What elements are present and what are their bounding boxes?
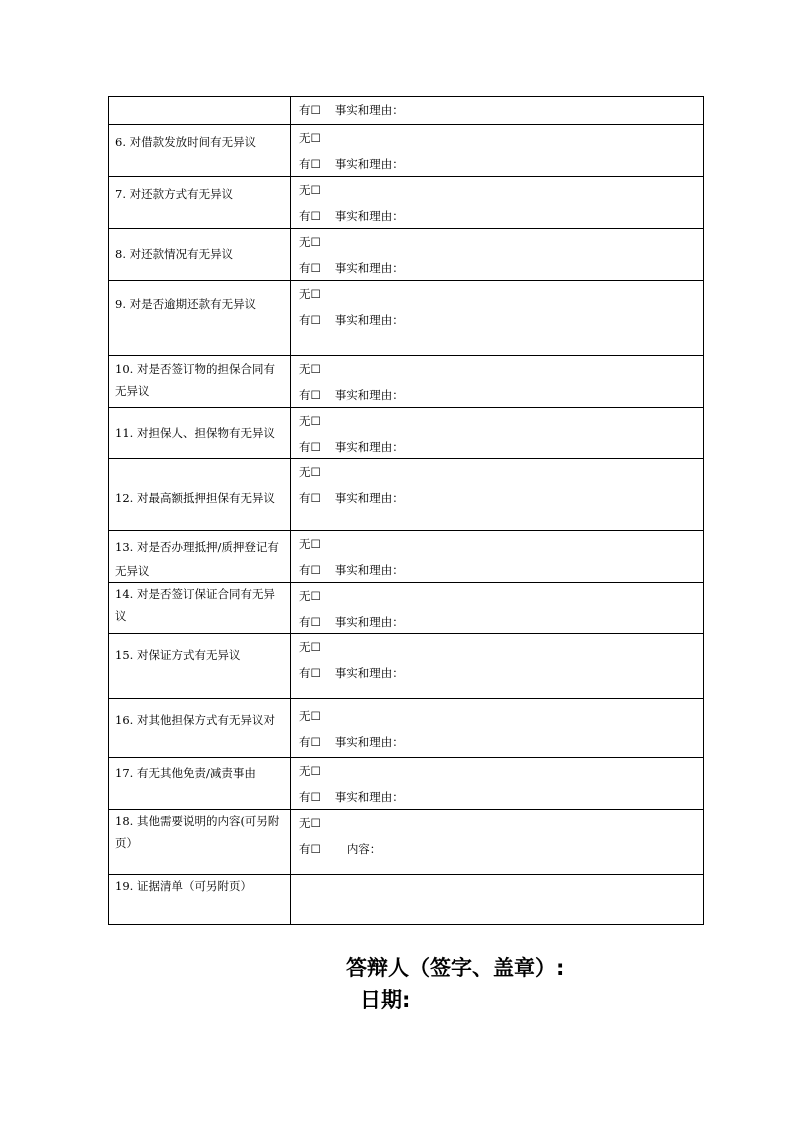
defense-form-table: [108, 96, 704, 925]
answer-has-line: [299, 660, 695, 686]
table-row: [109, 757, 703, 809]
question-cell: 14. 对是否签订保证合同有无异议: [109, 583, 291, 633]
has-checkbox[interactable]: 有☐: [299, 563, 321, 577]
reason-label: 事实和理由：: [334, 790, 404, 804]
table-row: [109, 176, 703, 228]
table-row: [109, 280, 703, 355]
has-checkbox[interactable]: 有☐: [299, 261, 321, 275]
table-row: [109, 228, 703, 280]
answer-cell: [291, 356, 703, 407]
reason-label: 事实和理由：: [334, 313, 404, 327]
has-checkbox[interactable]: 有☐: [299, 666, 321, 680]
question-cell: 16. 对其他担保方式有无异议对: [109, 699, 291, 757]
question-cell: 19. 证据清单（可另附页）: [109, 875, 291, 924]
has-checkbox[interactable]: 有☐: [299, 842, 321, 856]
answer-has-line: [299, 836, 695, 862]
none-checkbox[interactable]: 无☐: [299, 816, 321, 830]
question-cell: 17. 有无其他免责/减责事由: [109, 758, 291, 809]
answer-has-line: [299, 434, 695, 460]
question-cell: 6. 对借款发放时间有无异议: [109, 125, 291, 176]
answer-cell: [291, 97, 703, 124]
answer-cell[interactable]: [291, 875, 703, 924]
none-checkbox[interactable]: 无☐: [299, 465, 321, 479]
answer-cell: [291, 531, 703, 582]
has-checkbox[interactable]: 有☐: [299, 735, 321, 749]
has-checkbox[interactable]: 有☐: [299, 157, 321, 171]
none-checkbox[interactable]: 无☐: [299, 131, 321, 145]
has-checkbox[interactable]: 有☐: [299, 103, 321, 117]
reason-label: 事实和理由：: [334, 491, 404, 505]
answer-has-line: [299, 382, 695, 408]
none-checkbox[interactable]: 无☐: [299, 589, 321, 603]
table-row: [109, 874, 703, 924]
none-checkbox[interactable]: 无☐: [299, 414, 321, 428]
answer-has-line: [299, 485, 695, 511]
answer-cell: [291, 125, 703, 176]
reason-label: 事实和理由：: [334, 261, 404, 275]
none-checkbox[interactable]: 无☐: [299, 235, 321, 249]
date-label: 日期:: [360, 988, 411, 1012]
reason-label: 事实和理由：: [334, 563, 404, 577]
answer-has-line: [299, 97, 695, 123]
has-checkbox[interactable]: 有☐: [299, 313, 321, 327]
none-checkbox[interactable]: 无☐: [299, 537, 321, 551]
question-cell: 7. 对还款方式有无异议: [109, 177, 291, 228]
question-cell: 13. 对是否办理抵押/质押登记有无异议: [109, 531, 291, 582]
has-checkbox[interactable]: 有☐: [299, 615, 321, 629]
answer-cell: [291, 699, 703, 757]
table-row: [109, 407, 703, 458]
table-row: [109, 809, 703, 874]
reason-label: 事实和理由：: [334, 615, 404, 629]
question-cell: 8. 对还款情况有无异议: [109, 229, 291, 280]
signature-block: [346, 952, 564, 1016]
answer-cell: [291, 810, 703, 874]
none-checkbox[interactable]: 无☐: [299, 362, 321, 376]
has-checkbox[interactable]: 有☐: [299, 388, 321, 402]
table-row: [109, 458, 703, 530]
answer-cell: [291, 583, 703, 633]
table-row: [109, 582, 703, 633]
none-checkbox[interactable]: 无☐: [299, 640, 321, 654]
answer-cell: [291, 634, 703, 698]
has-checkbox[interactable]: 有☐: [299, 491, 321, 505]
none-checkbox[interactable]: 无☐: [299, 287, 321, 301]
question-cell: 12. 对最高额抵押担保有无异议: [109, 459, 291, 530]
answer-has-line: [299, 203, 695, 229]
answer-has-line: [299, 784, 695, 810]
none-checkbox[interactable]: 无☐: [299, 709, 321, 723]
answer-has-line: [299, 255, 695, 281]
reason-label: 事实和理由：: [334, 103, 404, 117]
none-checkbox[interactable]: 无☐: [299, 183, 321, 197]
answer-cell: [291, 177, 703, 228]
table-row: [109, 355, 703, 407]
answer-has-line: [299, 151, 695, 177]
reason-label: 事实和理由：: [334, 157, 404, 171]
reason-label: 事实和理由：: [334, 440, 404, 454]
content-label: 内容：: [346, 842, 382, 856]
signer-label: 答辩人（签字、盖章）:: [346, 956, 565, 980]
has-checkbox[interactable]: 有☐: [299, 790, 321, 804]
answer-has-line: [299, 609, 695, 635]
answer-cell: [291, 758, 703, 809]
table-row: [109, 124, 703, 176]
answer-has-line: [299, 557, 695, 583]
reason-label: 事实和理由：: [334, 735, 404, 749]
table-row: [109, 633, 703, 698]
table-row: [109, 698, 703, 757]
question-cell: 10. 对是否签订物的担保合同有无异议: [109, 356, 291, 407]
answer-has-line: [299, 729, 695, 755]
has-checkbox[interactable]: 有☐: [299, 209, 321, 223]
reason-label: 事实和理由：: [334, 666, 404, 680]
question-cell: 15. 对保证方式有无异议: [109, 634, 291, 698]
reason-label: 事实和理由：: [334, 209, 404, 223]
answer-cell: [291, 229, 703, 280]
has-checkbox[interactable]: 有☐: [299, 440, 321, 454]
question-cell: 18. 其他需要说明的内容(可另附页）: [109, 810, 291, 874]
question-cell: 11. 对担保人、担保物有无异议: [109, 408, 291, 458]
question-cell: 9. 对是否逾期还款有无异议: [109, 281, 291, 355]
table-row: [109, 530, 703, 582]
reason-label: 事实和理由：: [334, 388, 404, 402]
answer-cell: [291, 281, 703, 355]
none-checkbox[interactable]: 无☐: [299, 764, 321, 778]
question-cell: [109, 97, 291, 124]
answer-has-line: [299, 307, 695, 333]
answer-cell: [291, 408, 703, 458]
answer-cell: [291, 459, 703, 530]
table-row: [109, 97, 703, 124]
